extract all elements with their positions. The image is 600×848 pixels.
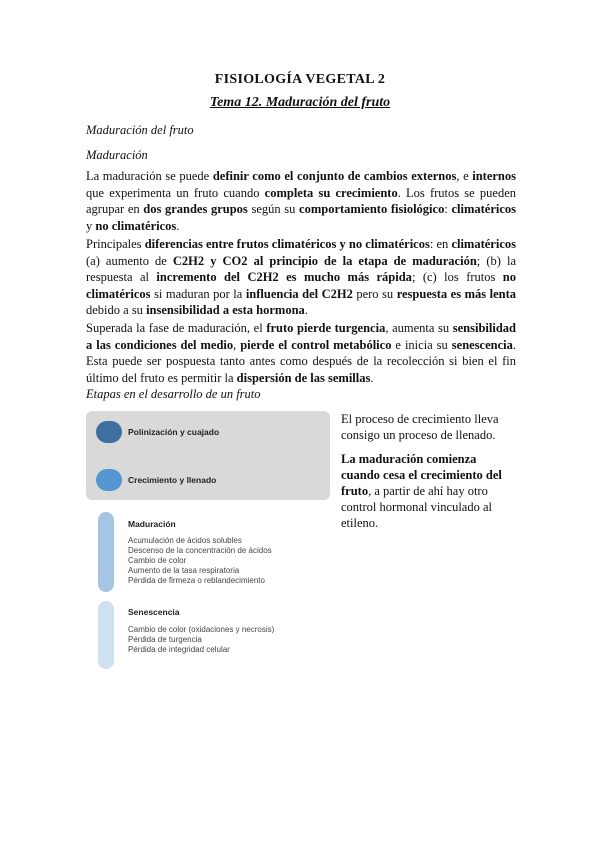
bold-text-run: sensibilidad a las condiciones del medio — [86, 321, 516, 352]
text-run: . — [304, 303, 308, 317]
text-run: Principales — [86, 237, 145, 251]
text-run: si maduran por la — [150, 286, 246, 301]
bold-text-run: climatéricos — [451, 202, 517, 216]
stage-pollination-marker — [96, 421, 122, 443]
ripening-item: Descenso de la concentración de ácidos — [128, 546, 272, 555]
text-run: Superada la fase de maduración, el — [86, 321, 267, 335]
paragraph-senescence — [86, 320, 516, 386]
ripening-item: Pérdida de firmeza o reblandecimiento — [128, 576, 265, 585]
bold-text-run: La maduración comienza cuando cesa el crecimiento del fruto — [341, 452, 502, 498]
text-run: . Los frutos se pueden agrupar en — [86, 185, 517, 216]
text-run: . — [370, 370, 374, 385]
senescence-item: Cambio de color (oxidaciones y necrosis) — [128, 625, 275, 634]
section-heading-fruit-ripening: Maduración del fruto — [86, 123, 194, 137]
stages-box-growth — [86, 411, 330, 500]
document-title: FISIOLOGÍA VEGETAL 2 — [214, 72, 386, 87]
document-subtitle: Tema 12. Maduración del fruto — [209, 95, 391, 110]
bold-text-run: fruto pierde turgencia — [266, 321, 386, 335]
bold-text-run: respuesta es más lenta — [396, 286, 516, 301]
bold-text-run: incremento del C2H2 es mucho más rápida — [156, 270, 412, 284]
stage-growth-marker — [96, 469, 122, 491]
stage-senescence-bar — [98, 601, 114, 669]
section-heading-stages: Etapas en el desarrollo de un fruto — [86, 387, 261, 401]
text-run: y — [86, 218, 96, 233]
text-run: , — [233, 337, 241, 352]
stage-senescence-label: Senescencia — [128, 607, 180, 617]
paragraph-differences — [86, 236, 516, 319]
stage-ripening-label: Maduración — [128, 519, 176, 529]
bold-text-run: senescencia — [451, 337, 513, 352]
bold-text-run: comportamiento fisiológico — [299, 202, 445, 216]
senescence-item: Pérdida de integridad celular — [128, 645, 230, 654]
stage-senescence-details — [128, 625, 274, 655]
bold-text-run: no climatéricos — [86, 270, 516, 301]
text-run: e inicia su — [391, 337, 452, 352]
bold-text-run: C2H2 y CO2 al principio de la etapa de maduración — [172, 253, 477, 268]
section-heading-ripening: Maduración — [86, 148, 148, 162]
bold-text-run: completa su crecimiento — [264, 185, 398, 200]
ripening-item: Acumulación de ácidos solubles — [128, 536, 242, 545]
stage-growth-label: Crecimiento y llenado — [128, 475, 217, 485]
text-run: , e — [456, 169, 473, 183]
bold-text-run: dispersión de las semillas — [236, 370, 371, 385]
bold-text-run: pierde el control metabólico — [240, 337, 392, 352]
bold-text-run: insensibilidad a esta hormona — [146, 303, 305, 317]
text-run: pero su — [352, 286, 397, 301]
stage-pollination-label: Polinización y cuajado — [128, 427, 220, 437]
text-run: , a partir de ahí hay otro control hormonal vinculado al etileno. — [341, 484, 493, 530]
ripening-item: Aumento de la tasa respiratoria — [128, 566, 240, 575]
text-run: que experimenta un fruto cuando — [86, 185, 265, 200]
text-run: : en — [429, 237, 452, 251]
text-run: , aumenta su — [385, 321, 453, 335]
text-run: debido a su — [86, 303, 147, 317]
bold-text-run: definir como el conjunto de cambios externos — [212, 169, 457, 183]
bold-text-run: diferencias entre frutos climatéricos y no climatéricos — [144, 237, 430, 251]
bold-text-run: no climatéricos — [95, 218, 177, 233]
bold-text-run: dos grandes grupos — [143, 202, 248, 216]
text-run: : — [444, 202, 452, 216]
text-run: . Esta puede ser pospuesta tanto antes como después de la recolección si bien el fin último del fruto es permitir la — [86, 337, 517, 385]
ripening-item: Cambio de color — [128, 556, 187, 565]
bold-text-run: climatéricos — [451, 237, 516, 251]
bold-text-run: influencia del C2H2 — [245, 286, 353, 301]
text-run: (a) aumento de — [86, 253, 173, 268]
paragraph-definition — [86, 168, 516, 234]
senescence-item: Pérdida de turgencia — [128, 635, 202, 644]
stage-ripening-bar — [98, 512, 114, 592]
text-run: según su — [247, 202, 300, 216]
bold-text-run: internos — [472, 169, 516, 183]
side-note-growth: El proceso de crecimiento lleva consigo un proceso de llenado. — [341, 412, 499, 442]
text-run: ; (b) la respuesta al — [86, 253, 516, 284]
stage-ripening-details — [128, 536, 272, 586]
text-run: ; (c) los frutos — [411, 270, 503, 284]
text-run: . — [176, 218, 180, 233]
side-note-ripening — [341, 451, 517, 531]
text-run: La maduración se puede — [86, 169, 213, 183]
